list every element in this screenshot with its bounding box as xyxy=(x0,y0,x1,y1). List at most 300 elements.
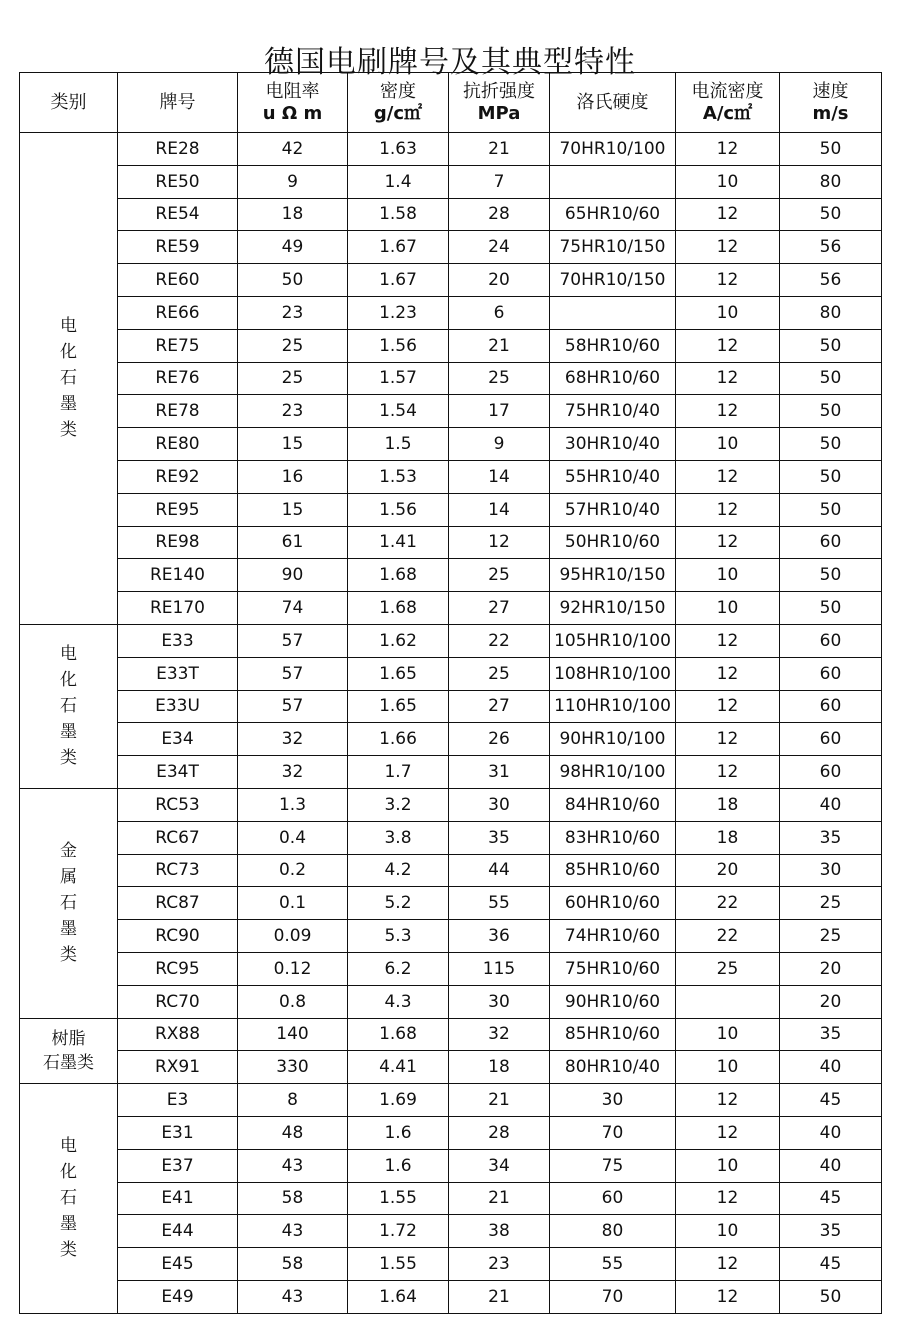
table-row xyxy=(20,657,882,690)
hardness-cell: 90HR10/60 xyxy=(550,985,676,1018)
flexural-cell: 115 xyxy=(449,952,550,985)
density-cell: 1.23 xyxy=(348,296,449,329)
grade-cell: RE78 xyxy=(118,395,238,428)
flexural-cell: 20 xyxy=(449,264,550,297)
grade-cell: E34T xyxy=(118,756,238,789)
current-density-cell: 10 xyxy=(676,592,780,625)
grade-cell: RE92 xyxy=(118,460,238,493)
flexural-cell: 32 xyxy=(449,1018,550,1051)
hardness-cell: 83HR10/60 xyxy=(550,821,676,854)
speed-cell: 60 xyxy=(780,624,882,657)
grade-cell: E34 xyxy=(118,723,238,756)
grade-cell: E49 xyxy=(118,1280,238,1313)
hardness-cell xyxy=(550,165,676,198)
hardness-cell: 30 xyxy=(550,1084,676,1117)
resistivity-cell: 57 xyxy=(238,624,348,657)
grade-cell: E31 xyxy=(118,1116,238,1149)
density-cell: 1.57 xyxy=(348,362,449,395)
speed-cell: 50 xyxy=(780,460,882,493)
current-density-cell: 12 xyxy=(676,231,780,264)
grade-cell: E41 xyxy=(118,1182,238,1215)
resistivity-cell: 8 xyxy=(238,1084,348,1117)
flexural-cell: 55 xyxy=(449,887,550,920)
table-row xyxy=(20,296,882,329)
flexural-cell: 18 xyxy=(449,1051,550,1084)
flexural-cell: 9 xyxy=(449,428,550,461)
brush-spec-table xyxy=(19,72,882,1314)
hardness-cell: 80 xyxy=(550,1215,676,1248)
density-cell: 1.55 xyxy=(348,1248,449,1281)
table-row xyxy=(20,821,882,854)
category-cell xyxy=(20,1018,118,1084)
grade-cell: E3 xyxy=(118,1084,238,1117)
current-density-cell: 22 xyxy=(676,887,780,920)
speed-cell: 50 xyxy=(780,1280,882,1313)
density-cell: 1.4 xyxy=(348,165,449,198)
table-row xyxy=(20,559,882,592)
grade-cell: RE80 xyxy=(118,428,238,461)
current-density-cell: 10 xyxy=(676,559,780,592)
hardness-cell: 65HR10/60 xyxy=(550,198,676,231)
hardness-cell: 105HR10/100 xyxy=(550,624,676,657)
flexural-cell: 12 xyxy=(449,526,550,559)
resistivity-cell: 61 xyxy=(238,526,348,559)
table-row xyxy=(20,952,882,985)
current-density-cell: 12 xyxy=(676,395,780,428)
grade-cell: RE140 xyxy=(118,559,238,592)
resistivity-cell: 43 xyxy=(238,1149,348,1182)
density-cell: 6.2 xyxy=(348,952,449,985)
flexural-cell: 30 xyxy=(449,788,550,821)
hardness-cell: 30HR10/40 xyxy=(550,428,676,461)
current-density-cell: 18 xyxy=(676,788,780,821)
flexural-cell: 36 xyxy=(449,920,550,953)
density-cell: 3.2 xyxy=(348,788,449,821)
current-density-cell: 12 xyxy=(676,624,780,657)
grade-cell: E33U xyxy=(118,690,238,723)
current-density-cell: 10 xyxy=(676,1149,780,1182)
current-density-cell: 12 xyxy=(676,526,780,559)
table-row xyxy=(20,723,882,756)
density-cell: 1.54 xyxy=(348,395,449,428)
current-density-cell: 12 xyxy=(676,1280,780,1313)
flexural-cell: 22 xyxy=(449,624,550,657)
resistivity-cell: 0.2 xyxy=(238,854,348,887)
table-row xyxy=(20,1280,882,1313)
speed-cell: 56 xyxy=(780,264,882,297)
density-cell: 1.6 xyxy=(348,1116,449,1149)
speed-cell: 25 xyxy=(780,920,882,953)
grade-cell: RC73 xyxy=(118,854,238,887)
density-cell: 4.2 xyxy=(348,854,449,887)
table-row xyxy=(20,920,882,953)
table-row xyxy=(20,985,882,1018)
table-row xyxy=(20,1248,882,1281)
grade-cell: RE59 xyxy=(118,231,238,264)
grade-cell: RX91 xyxy=(118,1051,238,1084)
speed-cell: 50 xyxy=(780,592,882,625)
grade-cell: RC70 xyxy=(118,985,238,1018)
hardness-cell: 70 xyxy=(550,1280,676,1313)
speed-cell: 20 xyxy=(780,952,882,985)
grade-cell: E45 xyxy=(118,1248,238,1281)
table-row xyxy=(20,1182,882,1215)
table-row xyxy=(20,854,882,887)
table-row xyxy=(20,1149,882,1182)
flexural-cell: 28 xyxy=(449,1116,550,1149)
current-density-cell: 20 xyxy=(676,854,780,887)
hardness-cell: 85HR10/60 xyxy=(550,1018,676,1051)
density-cell: 1.68 xyxy=(348,559,449,592)
speed-cell: 50 xyxy=(780,395,882,428)
speed-cell: 60 xyxy=(780,526,882,559)
table-body xyxy=(20,133,882,1314)
table-row xyxy=(20,1084,882,1117)
grade-cell: RC95 xyxy=(118,952,238,985)
resistivity-cell: 58 xyxy=(238,1182,348,1215)
flexural-cell: 44 xyxy=(449,854,550,887)
grade-cell: E37 xyxy=(118,1149,238,1182)
resistivity-cell: 16 xyxy=(238,460,348,493)
hardness-cell: 108HR10/100 xyxy=(550,657,676,690)
flexural-cell: 7 xyxy=(449,165,550,198)
hardness-cell: 70HR10/100 xyxy=(550,133,676,166)
current-density-cell: 12 xyxy=(676,460,780,493)
table-row xyxy=(20,428,882,461)
density-cell: 5.3 xyxy=(348,920,449,953)
resistivity-cell: 43 xyxy=(238,1280,348,1313)
resistivity-cell: 9 xyxy=(238,165,348,198)
density-cell: 1.7 xyxy=(348,756,449,789)
hardness-cell: 95HR10/150 xyxy=(550,559,676,592)
flexural-cell: 25 xyxy=(449,657,550,690)
category-label: 电化石墨类 xyxy=(59,644,77,769)
header-resistivity: 电阻率 u Ω m xyxy=(238,73,348,133)
current-density-cell: 10 xyxy=(676,1018,780,1051)
speed-cell: 60 xyxy=(780,756,882,789)
resistivity-cell: 23 xyxy=(238,296,348,329)
table-header xyxy=(20,73,882,133)
speed-cell: 50 xyxy=(780,362,882,395)
density-cell: 1.58 xyxy=(348,198,449,231)
table-row xyxy=(20,788,882,821)
hardness-cell: 50HR10/60 xyxy=(550,526,676,559)
hardness-cell: 84HR10/60 xyxy=(550,788,676,821)
speed-cell: 35 xyxy=(780,821,882,854)
current-density-cell: 12 xyxy=(676,133,780,166)
density-cell: 1.62 xyxy=(348,624,449,657)
current-density-cell: 12 xyxy=(676,198,780,231)
speed-cell: 35 xyxy=(780,1215,882,1248)
current-density-cell: 12 xyxy=(676,1182,780,1215)
flexural-cell: 24 xyxy=(449,231,550,264)
resistivity-cell: 32 xyxy=(238,756,348,789)
density-cell: 4.41 xyxy=(348,1051,449,1084)
flexural-cell: 30 xyxy=(449,985,550,1018)
flexural-cell: 21 xyxy=(449,1084,550,1117)
hardness-cell: 85HR10/60 xyxy=(550,854,676,887)
table-row xyxy=(20,592,882,625)
header-flexural-strength: 抗折强度 MPa xyxy=(449,73,550,133)
hardness-cell: 110HR10/100 xyxy=(550,690,676,723)
hardness-cell: 98HR10/100 xyxy=(550,756,676,789)
hardness-cell: 75HR10/40 xyxy=(550,395,676,428)
speed-cell: 40 xyxy=(780,1116,882,1149)
grade-cell: RE66 xyxy=(118,296,238,329)
density-cell: 1.65 xyxy=(348,657,449,690)
flexural-cell: 38 xyxy=(449,1215,550,1248)
table-row xyxy=(20,198,882,231)
grade-cell: RE76 xyxy=(118,362,238,395)
flexural-cell: 31 xyxy=(449,756,550,789)
category-line: 树脂 xyxy=(51,1028,86,1049)
table-row xyxy=(20,624,882,657)
resistivity-cell: 49 xyxy=(238,231,348,264)
resistivity-cell: 25 xyxy=(238,329,348,362)
speed-cell: 60 xyxy=(780,690,882,723)
speed-cell: 25 xyxy=(780,887,882,920)
current-density-cell: 12 xyxy=(676,690,780,723)
hardness-cell: 58HR10/60 xyxy=(550,329,676,362)
current-density-cell: 12 xyxy=(676,1084,780,1117)
density-cell: 1.6 xyxy=(348,1149,449,1182)
density-cell: 1.67 xyxy=(348,231,449,264)
header-hardness: 洛氏硬度 xyxy=(550,73,676,133)
grade-cell: RE50 xyxy=(118,165,238,198)
table-row xyxy=(20,264,882,297)
current-density-cell: 12 xyxy=(676,657,780,690)
header-density-unit: g/c㎡ xyxy=(373,102,423,124)
resistivity-cell: 42 xyxy=(238,133,348,166)
header-category: 类别 xyxy=(20,73,118,133)
speed-cell: 20 xyxy=(780,985,882,1018)
flexural-cell: 27 xyxy=(449,592,550,625)
current-density-cell: 10 xyxy=(676,1215,780,1248)
grade-cell: RE28 xyxy=(118,133,238,166)
current-density-cell: 10 xyxy=(676,296,780,329)
flexural-cell: 25 xyxy=(449,362,550,395)
header-flexural-unit: MPa xyxy=(477,102,521,124)
resistivity-cell: 48 xyxy=(238,1116,348,1149)
current-density-cell: 12 xyxy=(676,1116,780,1149)
density-cell: 1.56 xyxy=(348,329,449,362)
speed-cell: 40 xyxy=(780,1051,882,1084)
grade-cell: RE60 xyxy=(118,264,238,297)
flexural-cell: 17 xyxy=(449,395,550,428)
category-label: 电化石墨类 xyxy=(59,1136,77,1261)
grade-cell: RC53 xyxy=(118,788,238,821)
table-row xyxy=(20,460,882,493)
grade-cell: RE170 xyxy=(118,592,238,625)
hardness-cell: 74HR10/60 xyxy=(550,920,676,953)
speed-cell: 50 xyxy=(780,329,882,362)
current-density-cell: 12 xyxy=(676,329,780,362)
resistivity-cell: 330 xyxy=(238,1051,348,1084)
resistivity-cell: 74 xyxy=(238,592,348,625)
table-row xyxy=(20,756,882,789)
table-row xyxy=(20,1051,882,1084)
hardness-cell: 75HR10/150 xyxy=(550,231,676,264)
resistivity-cell: 32 xyxy=(238,723,348,756)
category-cell xyxy=(20,133,118,625)
flexural-cell: 14 xyxy=(449,493,550,526)
table-row xyxy=(20,1116,882,1149)
resistivity-cell: 23 xyxy=(238,395,348,428)
hardness-cell: 68HR10/60 xyxy=(550,362,676,395)
density-cell: 1.63 xyxy=(348,133,449,166)
grade-cell: RC90 xyxy=(118,920,238,953)
table-row xyxy=(20,362,882,395)
resistivity-cell: 0.12 xyxy=(238,952,348,985)
category-cell xyxy=(20,788,118,1018)
resistivity-cell: 140 xyxy=(238,1018,348,1051)
speed-cell: 45 xyxy=(780,1248,882,1281)
density-cell: 1.41 xyxy=(348,526,449,559)
table-row xyxy=(20,526,882,559)
current-density-cell: 18 xyxy=(676,821,780,854)
table-row xyxy=(20,165,882,198)
flexural-cell: 34 xyxy=(449,1149,550,1182)
current-density-cell: 12 xyxy=(676,1248,780,1281)
header-density: 密度 g/c㎡ xyxy=(348,73,449,133)
flexural-cell: 27 xyxy=(449,690,550,723)
speed-cell: 80 xyxy=(780,165,882,198)
hardness-cell: 75HR10/60 xyxy=(550,952,676,985)
table-row xyxy=(20,887,882,920)
table-row xyxy=(20,1215,882,1248)
page-title: 德国电刷牌号及其典型特性 xyxy=(264,45,636,81)
resistivity-cell: 43 xyxy=(238,1215,348,1248)
flexural-cell: 14 xyxy=(449,460,550,493)
density-cell: 1.5 xyxy=(348,428,449,461)
table-row xyxy=(20,1018,882,1051)
header-grade: 牌号 xyxy=(118,73,238,133)
grade-cell: RC87 xyxy=(118,887,238,920)
speed-cell: 60 xyxy=(780,657,882,690)
density-cell: 1.67 xyxy=(348,264,449,297)
header-current-density: 电流密度 A/c㎡ xyxy=(676,73,780,133)
current-density-cell: 12 xyxy=(676,493,780,526)
hardness-cell: 57HR10/40 xyxy=(550,493,676,526)
resistivity-cell: 25 xyxy=(238,362,348,395)
hardness-cell: 70 xyxy=(550,1116,676,1149)
resistivity-cell: 1.3 xyxy=(238,788,348,821)
category-cell xyxy=(20,624,118,788)
resistivity-cell: 50 xyxy=(238,264,348,297)
flexural-cell: 21 xyxy=(449,329,550,362)
flexural-cell: 21 xyxy=(449,1182,550,1215)
flexural-cell: 6 xyxy=(449,296,550,329)
table-row xyxy=(20,133,882,166)
flexural-cell: 21 xyxy=(449,1280,550,1313)
current-density-cell xyxy=(676,985,780,1018)
speed-cell: 30 xyxy=(780,854,882,887)
current-density-cell: 10 xyxy=(676,428,780,461)
grade-cell: RE95 xyxy=(118,493,238,526)
resistivity-cell: 57 xyxy=(238,690,348,723)
speed-cell: 45 xyxy=(780,1182,882,1215)
resistivity-cell: 15 xyxy=(238,493,348,526)
density-cell: 1.69 xyxy=(348,1084,449,1117)
grade-cell: RC67 xyxy=(118,821,238,854)
category-line: 石墨类 xyxy=(43,1052,94,1073)
current-density-cell: 22 xyxy=(676,920,780,953)
speed-cell: 50 xyxy=(780,133,882,166)
density-cell: 1.64 xyxy=(348,1280,449,1313)
resistivity-cell: 0.4 xyxy=(238,821,348,854)
grade-cell: RX88 xyxy=(118,1018,238,1051)
density-cell: 1.66 xyxy=(348,723,449,756)
speed-cell: 35 xyxy=(780,1018,882,1051)
category-label: 电化石墨类 xyxy=(59,316,77,441)
current-density-cell: 12 xyxy=(676,362,780,395)
speed-cell: 40 xyxy=(780,1149,882,1182)
grade-cell: E33 xyxy=(118,624,238,657)
hardness-cell: 60 xyxy=(550,1182,676,1215)
current-density-cell: 12 xyxy=(676,723,780,756)
hardness-cell: 70HR10/150 xyxy=(550,264,676,297)
speed-cell: 80 xyxy=(780,296,882,329)
density-cell: 1.68 xyxy=(348,592,449,625)
speed-cell: 56 xyxy=(780,231,882,264)
density-cell: 1.68 xyxy=(348,1018,449,1051)
flexural-cell: 25 xyxy=(449,559,550,592)
density-cell: 1.55 xyxy=(348,1182,449,1215)
resistivity-cell: 0.09 xyxy=(238,920,348,953)
table-row xyxy=(20,493,882,526)
resistivity-cell: 57 xyxy=(238,657,348,690)
header-speed: 速度 m/s xyxy=(780,73,882,133)
speed-cell: 50 xyxy=(780,198,882,231)
grade-cell: RE54 xyxy=(118,198,238,231)
table-row xyxy=(20,690,882,723)
speed-cell: 50 xyxy=(780,428,882,461)
hardness-cell: 60HR10/60 xyxy=(550,887,676,920)
speed-cell: 50 xyxy=(780,559,882,592)
hardness-cell: 80HR10/40 xyxy=(550,1051,676,1084)
hardness-cell: 55 xyxy=(550,1248,676,1281)
grade-cell: E33T xyxy=(118,657,238,690)
density-cell: 4.3 xyxy=(348,985,449,1018)
header-current-density-unit: A/c㎡ xyxy=(702,102,753,124)
hardness-cell xyxy=(550,296,676,329)
table-row xyxy=(20,329,882,362)
flexural-cell: 26 xyxy=(449,723,550,756)
hardness-cell: 55HR10/40 xyxy=(550,460,676,493)
hardness-cell: 92HR10/150 xyxy=(550,592,676,625)
resistivity-cell: 58 xyxy=(238,1248,348,1281)
grade-cell: RE98 xyxy=(118,526,238,559)
current-density-cell: 12 xyxy=(676,756,780,789)
category-cell xyxy=(20,1084,118,1314)
table-row xyxy=(20,231,882,264)
density-cell: 3.8 xyxy=(348,821,449,854)
density-cell: 1.65 xyxy=(348,690,449,723)
grade-cell: E44 xyxy=(118,1215,238,1248)
flexural-cell: 35 xyxy=(449,821,550,854)
table-row xyxy=(20,395,882,428)
resistivity-cell: 18 xyxy=(238,198,348,231)
resistivity-cell: 0.8 xyxy=(238,985,348,1018)
speed-cell: 40 xyxy=(780,788,882,821)
density-cell: 1.53 xyxy=(348,460,449,493)
density-cell: 5.2 xyxy=(348,887,449,920)
current-density-cell: 12 xyxy=(676,264,780,297)
hardness-cell: 75 xyxy=(550,1149,676,1182)
category-label: 金属石墨类 xyxy=(59,841,77,966)
density-cell: 1.72 xyxy=(348,1215,449,1248)
hardness-cell: 90HR10/100 xyxy=(550,723,676,756)
